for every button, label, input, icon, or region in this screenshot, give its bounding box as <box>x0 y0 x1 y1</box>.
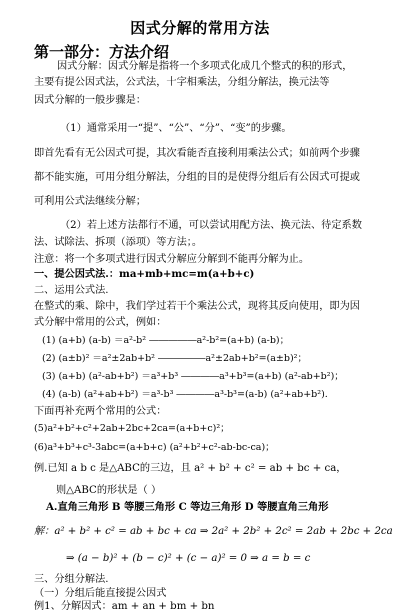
formula-line: (4) (a-b) (a²+ab+b²) ＝a³-b³ ――――a³-b³=(a-b) (a²+ab+b²). <box>42 389 328 400</box>
formula-line: (3) (a+b) (a²-ab+b²) ＝a³+b³ ――――a³+b³=(a+b) (a²-ab+b²)； <box>42 371 344 382</box>
text-line: 在整式的乘、除中，我们学过若干个乘法公式，现将其反向使用，即为因 <box>34 301 360 312</box>
formula-line: (1) (a+b) (a-b) ＝a²-b² ―――――a²-b²=(a+b) (a-b)； <box>42 335 290 346</box>
text-line: 可利用公式法继续分解； <box>34 196 147 207</box>
formula-line: (5)a²+b²+c²+2ab+2bc+2ca=(a+b+c)²； <box>34 423 230 434</box>
solution-line: ⇒ (a − b)² + (b − c)² + (c − a)² = 0 ⇒ a = b = c <box>66 553 311 564</box>
solution-line: 解：a² + b² + c² = ab + bc + ca ⇒ 2a² + 2b² + 2c² = 2ab + 2bc + 2ca <box>34 526 393 537</box>
doc-title: 因式分解的常用方法 <box>130 19 270 37</box>
text-line: 即首先看有无公因式可提，其次看能否直接利用乘法公式；如前两个步骤 <box>34 148 360 159</box>
text-line: （2）若上述方法都行不通，可以尝试用配方法、换元法、待定系数 <box>60 220 362 231</box>
text-line: 则△ABC的形状是（ ） <box>56 485 162 496</box>
part1-heading: 第一部分：方法介绍 <box>34 43 170 61</box>
formula-line: (2) (a±b)² ＝a²±2ab+b² ―――――a²±2ab+b²=(a±b)²； <box>42 353 307 364</box>
text-line: 法、试除法、拆项（添项）等方法；。 <box>34 237 203 248</box>
section-heading: 三、分组分解法. <box>34 574 109 585</box>
section-heading: 二、运用公式法. <box>34 285 109 296</box>
text-line: 主要有提公因式法，公式法，十字相乘法，分组分解法，换元法等 <box>34 77 330 88</box>
example-line: 例1、分解因式：am + an + bm + bn <box>34 601 215 612</box>
text-line: 式分解中常用的公式，例如： <box>34 317 167 328</box>
example-line: 例.已知 a b c 是△ABC的三边，且 a² + b² + c² = ab + bc + ca， <box>34 463 347 474</box>
text-line: 因式分解：因式分解是指将一个多项式化成几个整式的积的形式， <box>57 61 353 72</box>
formula-line: (6)a³+b³+c³-3abc=(a+b+c) (a²+b²+c²-ab-bc-ca)； <box>34 442 275 453</box>
subsection-heading: （一）分组后能直接提公因式 <box>34 588 167 599</box>
answer-choices: A.直角三角形 B 等腰三角形 C 等边三角形 D 等腰直角三角形 <box>46 501 329 513</box>
section-heading: 一、提公因式法.：ma+mb+mc=m(a+b+c) <box>34 268 255 280</box>
text-line: 都不能实施，可用分组分解法，分组的目的是使得分组后有公因式可提或 <box>34 172 360 183</box>
text-line: 下面再补充两个常用的公式： <box>34 406 167 417</box>
text-line: （1）通常采用一“提”、“公”、“分”、“变”的步骤。 <box>60 123 292 134</box>
note-line: 注意：将一个多项式进行因式分解应分解到不能再分解为止。 <box>34 254 310 265</box>
text-line: 因式分解的一般步骤是： <box>34 95 147 106</box>
